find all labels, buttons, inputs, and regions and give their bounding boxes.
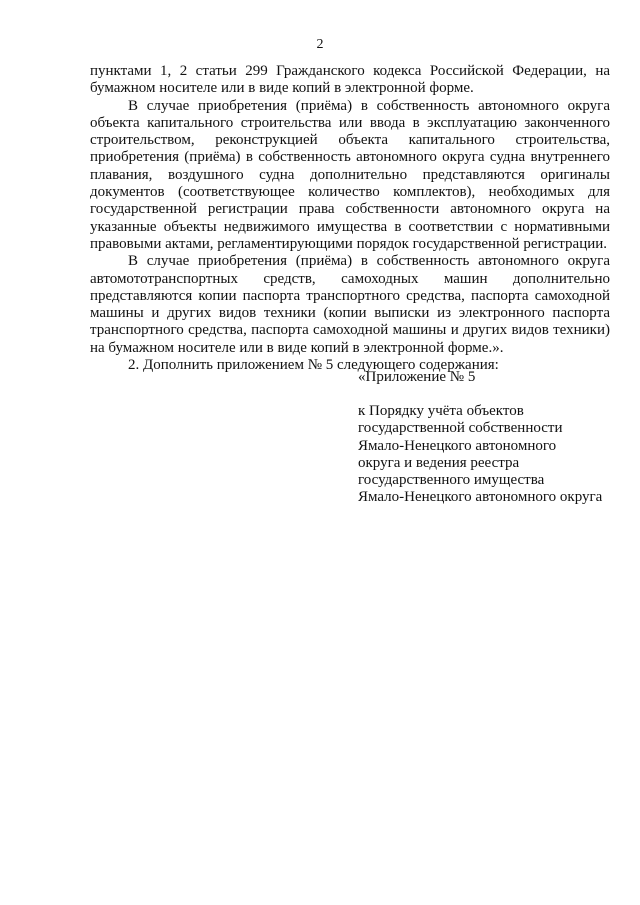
appendix-reference-block: [358, 403, 620, 507]
paragraph-continuation: пунктами 1, 2 статьи 299 Гражданского кодекса Российской Федерации, на бумажном носителе или в виде копий в электронной форме.: [90, 63, 610, 97]
paragraph-item-2: 2. Дополнить приложением № 5 следующего содержания:: [128, 357, 499, 374]
appendix-line: Ямало-Ненецкого автономного: [358, 437, 557, 454]
paragraph-capital-construction: В случае приобретения (приёма) в собственность автономного округа объекта капитального строительства или ввода в эксплуатацию законченного строительством, реконструкцией объекта капитального строительства, приобретения (приёма) в собственность автономного округа судна внутреннего плавания, воздушного судна дополнительно представляются оригиналы документов (соответствующее количество комплектов), необходимых для государственной регистрации права собственности автономного округа на указанные объекты недвижимого имущества в соответствии с нормативными правовыми актами, регламентирующими порядок государственной регистрации.: [90, 97, 610, 252]
appendix-line: Ямало-Ненецкого автономного округа: [358, 489, 603, 506]
appendix-line: к Порядку учёта объектов: [358, 403, 524, 419]
appendix-line: государственной собственности: [358, 420, 563, 437]
document-body: [90, 63, 610, 374]
page-number: 2: [316, 37, 324, 52]
appendix-line: государственного имущества: [358, 472, 545, 489]
appendix-line: округа и ведения реестра: [358, 454, 520, 471]
paragraph-vehicles: В случае приобретения (приёма) в собственность автономного округа автомототранспортных средств, самоходных машин дополнительно представляются копии паспорта транспортного средства, паспорта самоходной машины и других видов техники (копии выписки из электронного паспорта транспортного средства, паспорта самоходной машины и других видов техники) на бумажном носителе или в виде копий в электронной форме.».: [90, 253, 610, 356]
appendix-heading: «Приложение № 5: [358, 369, 476, 385]
